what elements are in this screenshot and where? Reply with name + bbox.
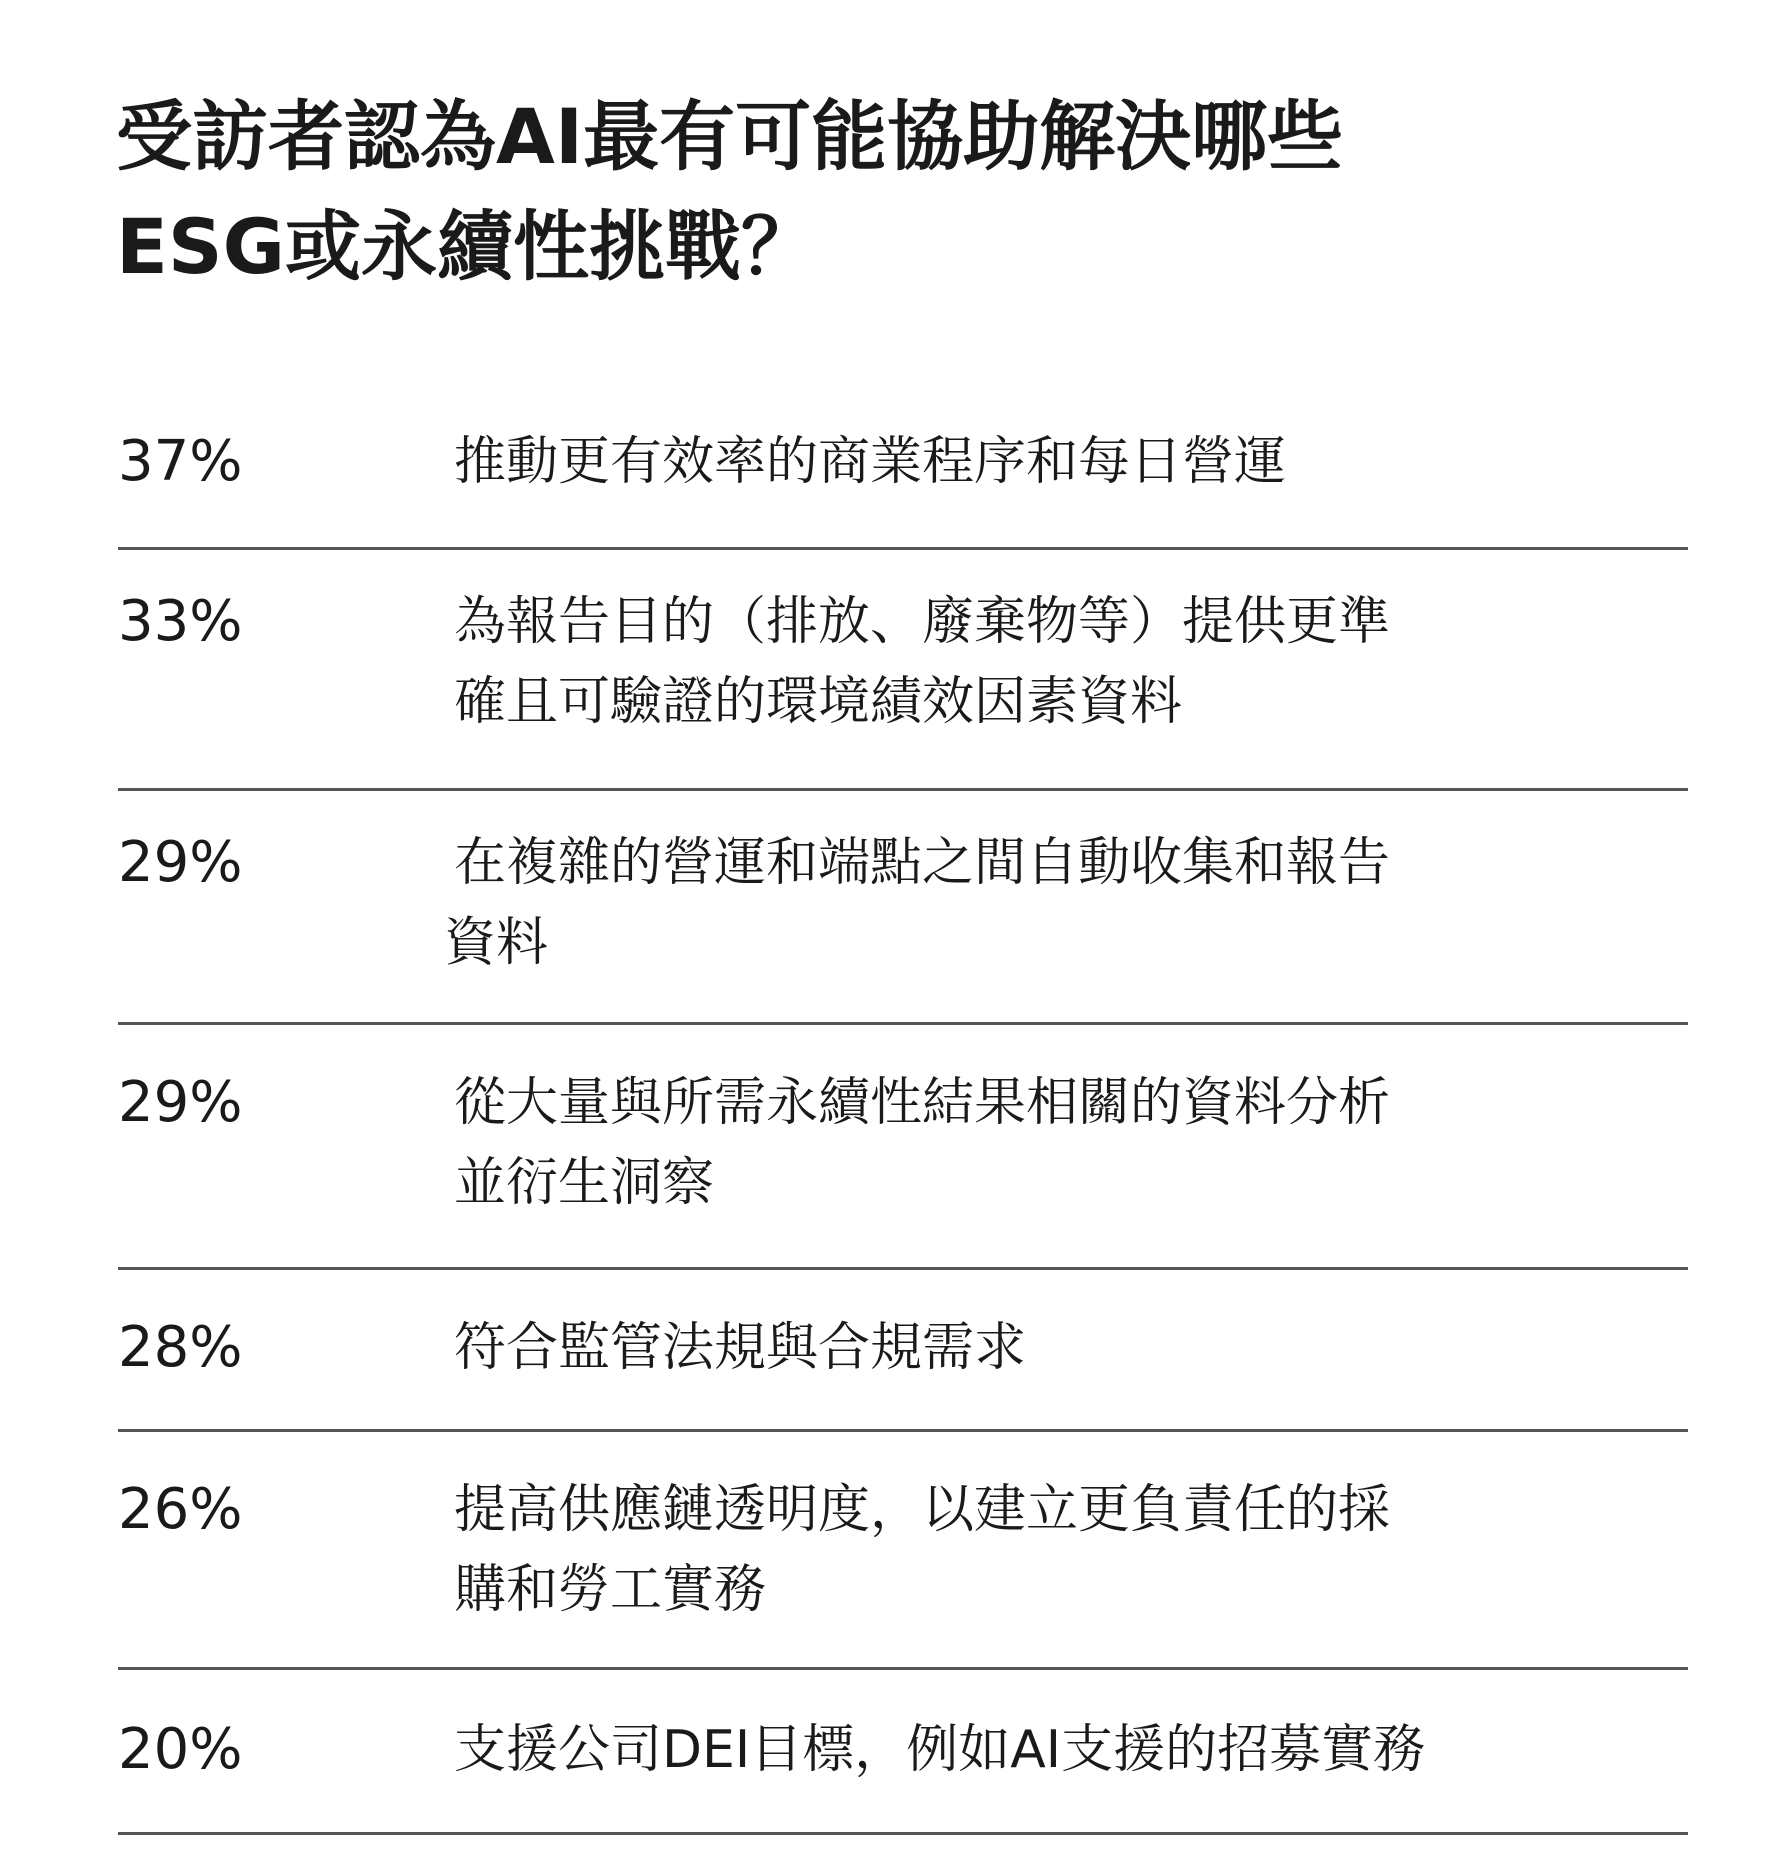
percentage-value: 29% [118,1070,243,1135]
challenge-description [454,1308,1684,1388]
challenge-description [454,1063,1684,1223]
description-line: 資料 [444,913,549,973]
percentage-value: 29% [118,830,243,895]
percentage-value: 20% [118,1717,243,1782]
table-row [118,1270,1688,1432]
challenge-description [454,582,1684,742]
description-line: 支援公司DEI目標，例如AI支援的招募實務 [454,1720,1426,1780]
description-line: 在複雜的營運和端點之間自動收集和報告 [454,833,1391,893]
description-line: 從大量與所需永續性結果相關的資料分析 [454,1073,1391,1133]
description-line: 購和勞工實務 [454,1560,767,1620]
description-line: 確且可驗證的環境績效因素資料 [454,672,1183,732]
description-line: 並衍生洞察 [454,1153,715,1213]
table-row [118,550,1688,791]
table-row [118,400,1688,550]
description-line: 推動更有效率的商業程序和每日營運 [454,432,1287,492]
table-row [118,1670,1688,1835]
challenge-description [454,1470,1684,1630]
table-row [118,1432,1688,1670]
description-line: 為報告目的（排放、廢棄物等）提供更準 [454,592,1391,652]
challenge-description [454,1710,1684,1790]
table-row [118,1025,1688,1270]
chart-title-line: 受訪者認為AI最有可能協助解決哪些 [116,92,1344,181]
challenge-description [444,823,1684,983]
description-line: 提高供應鏈透明度，以建立更負責任的採 [454,1480,1391,1540]
percentage-value: 26% [118,1477,243,1542]
percentage-value: 33% [118,589,243,654]
results-table [118,400,1688,1835]
percentage-value: 37% [118,429,243,494]
percentage-value: 28% [118,1315,243,1380]
challenge-description [454,422,1684,502]
description-line: 符合監管法規與合規需求 [454,1318,1027,1378]
chart-title-line: ESG或永續性挑戰？ [116,202,818,291]
chart-title [116,82,1716,302]
table-row [118,791,1688,1025]
